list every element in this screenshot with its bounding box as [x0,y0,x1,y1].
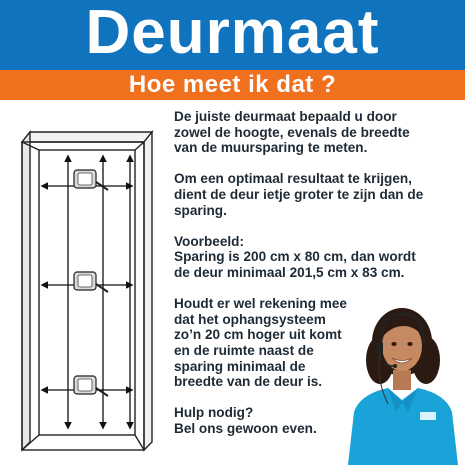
page-title: Deurmaat [85,0,380,67]
header-banner [0,0,465,70]
example-paragraph: Voorbeeld: Sparing is 200 cm x 80 cm, dan wordt de deur minimaal 201,5 cm x 83 cm. [174,233,416,280]
door-frame-measuring-diagram [0,100,175,465]
result-paragraph: Om een optimaal resultaat te krijgen, dient de deur ietje groter te zijn dan de sparing. [174,171,424,218]
help-paragraph: Hulp nodig? Bel ons gewoon even. [174,405,317,436]
customer-service-agent-illustration [340,300,465,465]
page-subtitle: Hoe meet ik dat ? [128,71,337,98]
subheader-banner [0,70,465,100]
intro-paragraph: De juiste deurmaat bepaald u door zowel de hoogte, evenals de breedte van de muursparing te meten. [174,109,410,156]
note-paragraph: Houdt er wel rekening mee dat het ophangsysteem zo’n 20 cm hoger uit komt en de ruimte naast de sparing minimaal de breedte van de deur is. [174,296,347,390]
